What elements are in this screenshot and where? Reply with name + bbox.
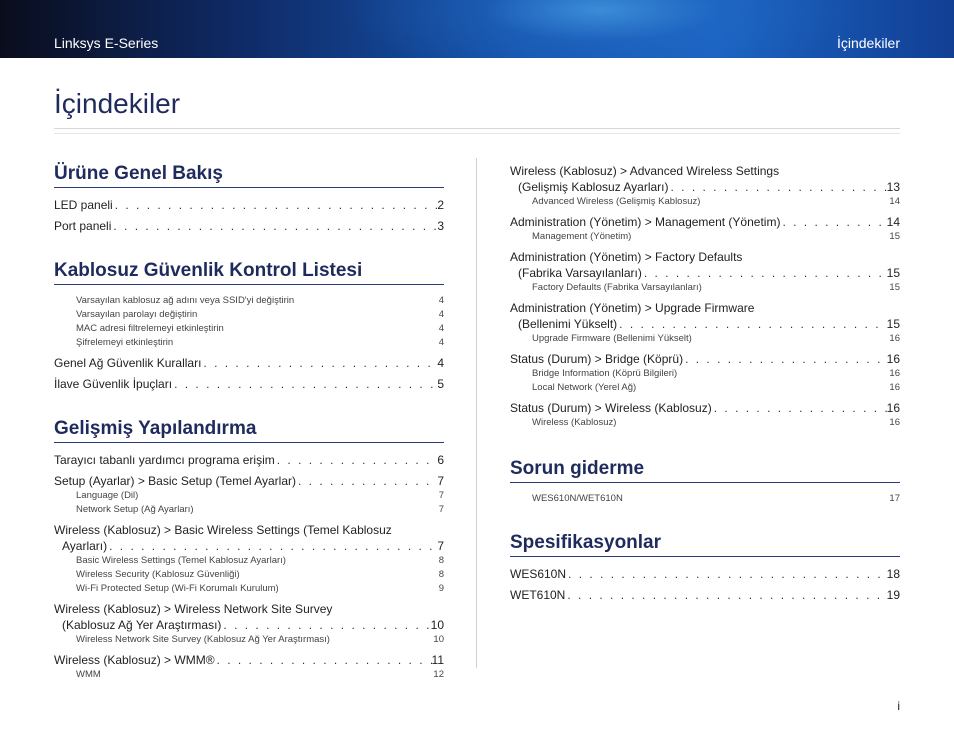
- title-rule: [54, 128, 900, 129]
- toc-section-heading[interactable]: Spesifikasyonlar: [510, 532, 900, 557]
- toc-page-number[interactable]: 6: [437, 453, 444, 467]
- toc-subentry-page[interactable]: 10: [433, 634, 444, 645]
- toc-entry-link[interactable]: [510, 400, 900, 416]
- toc-entry-link[interactable]: [54, 473, 444, 489]
- dot-leader: [201, 355, 437, 371]
- toc-subentry[interactable]: [54, 582, 444, 596]
- toc-entry-link[interactable]: [54, 376, 444, 392]
- dot-leader: [683, 351, 887, 367]
- toc-page-number[interactable]: 4: [437, 356, 444, 370]
- toc-entry: [510, 163, 900, 209]
- toc-entry-link[interactable]: [510, 566, 900, 582]
- toc-entry: [54, 473, 444, 517]
- header-product-name: Linksys E-Series: [54, 35, 159, 51]
- toc-subentry-page[interactable]: 9: [438, 583, 444, 594]
- toc-subentry-title[interactable]: Local Network (Yerel Ağ): [532, 382, 637, 393]
- toc-page-number[interactable]: 11: [431, 653, 444, 667]
- toc-subentry[interactable]: [54, 336, 444, 350]
- toc-subentry[interactable]: [510, 416, 900, 430]
- toc-page-number[interactable]: 18: [886, 567, 900, 581]
- toc-entry: [510, 566, 900, 582]
- toc-subentry-title[interactable]: Management (Yönetim): [532, 231, 632, 242]
- toc-subentry[interactable]: [54, 554, 444, 568]
- toc-entry: [510, 492, 900, 506]
- toc-section-entries: [54, 443, 444, 682]
- toc-page-number[interactable]: 7: [437, 539, 444, 553]
- toc-entry-link[interactable]: [54, 452, 444, 468]
- toc-entry-title[interactable]: Setup (Ayarlar) > Basic Setup (Temel Ayarlar): [54, 474, 296, 488]
- toc-subentry-page[interactable]: 15: [889, 231, 900, 242]
- toc-subentry[interactable]: [54, 489, 444, 503]
- toc-entry: [510, 587, 900, 603]
- toc-entry-link[interactable]: [54, 617, 444, 633]
- toc-section-entries: [510, 483, 900, 506]
- toc-page-number[interactable]: 5: [437, 377, 444, 391]
- toc-subentry-page[interactable]: 7: [438, 490, 444, 501]
- toc-entry: [510, 351, 900, 395]
- toc-section-heading[interactable]: Ürüne Genel Bakış: [54, 163, 444, 188]
- toc-entry-title[interactable]: Tarayıcı tabanlı yardımcı programa erişim: [54, 453, 275, 467]
- toc-subentry-title[interactable]: WES610N/WET610N: [532, 493, 623, 504]
- toc-subentry-title[interactable]: Network Setup (Ağ Ayarları): [76, 504, 194, 515]
- toc-entry: [510, 249, 900, 295]
- dot-leader: [566, 566, 887, 582]
- toc-entry-title-line[interactable]: Wireless (Kablosuz) > Advanced Wireless Settings: [510, 164, 780, 178]
- toc-page-number[interactable]: 15: [886, 266, 900, 280]
- toc-subentry-page[interactable]: 12: [433, 669, 444, 680]
- toc-entry-title[interactable]: (Bellenimi Yükselt): [518, 317, 618, 331]
- dot-leader: [113, 197, 438, 213]
- toc-subentry[interactable]: [510, 367, 900, 381]
- toc-subentry-title[interactable]: Upgrade Firmware (Bellenimi Yükselt): [532, 333, 692, 344]
- dot-leader: [221, 617, 430, 633]
- dot-leader: [172, 376, 437, 392]
- toc-entry-link[interactable]: [510, 214, 900, 230]
- toc-page-number[interactable]: 16: [886, 352, 900, 366]
- toc-entry-link[interactable]: [54, 197, 444, 213]
- toc-subentry-title[interactable]: Varsayılan kablosuz ağ adını veya SSID'yi değiştirin: [76, 295, 295, 306]
- toc-subentry[interactable]: [510, 492, 900, 506]
- toc-subentry-page[interactable]: 4: [438, 295, 444, 306]
- toc-subentry-title[interactable]: Wireless (Kablosuz): [532, 417, 617, 428]
- page-title: İçindekiler: [54, 88, 181, 119]
- toc-subentry-title[interactable]: Varsayılan parolayı değiştirin: [76, 309, 198, 320]
- toc-section-heading[interactable]: Kablosuz Güvenlik Kontrol Listesi: [54, 260, 444, 285]
- dot-leader: [296, 473, 437, 489]
- toc-entry-title-line[interactable]: Administration (Yönetim) > Factory Defaults: [510, 250, 743, 264]
- toc-section-entries: [54, 285, 444, 392]
- toc-left-column: [54, 163, 444, 682]
- toc-entry-title[interactable]: Genel Ağ Güvenlik Kuralları: [54, 356, 202, 370]
- toc-section-entries: [510, 557, 900, 603]
- toc-page-number[interactable]: 14: [886, 215, 900, 229]
- toc-entry: [54, 452, 444, 468]
- toc-subentry-title[interactable]: Wi-Fi Protected Setup (Wi-Fi Korumalı Kurulum): [76, 583, 279, 594]
- dot-leader: [669, 179, 887, 195]
- dot-leader: [107, 538, 437, 554]
- toc-entry-link[interactable]: [54, 538, 444, 554]
- toc-entry-title[interactable]: (Gelişmiş Kablosuz Ayarları): [518, 180, 669, 194]
- toc-subentry[interactable]: [510, 281, 900, 295]
- toc-entry: [54, 294, 444, 350]
- toc-page-number[interactable]: 7: [437, 474, 444, 488]
- dot-leader: [712, 400, 887, 416]
- toc-entry: [510, 300, 900, 346]
- toc-subentry-page[interactable]: 16: [889, 417, 900, 428]
- toc-entry-title[interactable]: WET610N: [510, 588, 566, 602]
- dot-leader: [642, 265, 887, 281]
- toc-entry-link[interactable]: [510, 587, 900, 603]
- dot-leader: [111, 218, 437, 234]
- toc-entry: [510, 214, 900, 244]
- toc-entry-title-line[interactable]: Wireless (Kablosuz) > Wireless Network Site Survey: [54, 602, 333, 616]
- toc-subentry-page[interactable]: 16: [889, 382, 900, 393]
- toc-subentry-title[interactable]: MAC adresi filtrelemeyi etkinleştirin: [76, 323, 224, 334]
- dot-leader: [565, 587, 886, 603]
- toc-subentry-title[interactable]: Basic Wireless Settings (Temel Kablosuz Ayarları): [76, 555, 286, 566]
- page-number: i: [897, 699, 900, 713]
- dot-leader: [275, 452, 438, 468]
- toc-section-heading[interactable]: Gelişmiş Yapılandırma: [54, 418, 444, 443]
- toc-subentry[interactable]: [54, 668, 444, 682]
- toc-subentry-title[interactable]: Şifrelemeyi etkinleştirin: [76, 337, 174, 348]
- toc-page-number[interactable]: 2: [437, 198, 444, 212]
- toc-subentry[interactable]: [510, 332, 900, 346]
- toc-subentry[interactable]: [54, 322, 444, 336]
- dot-leader: [780, 214, 886, 230]
- toc-page-number[interactable]: 10: [430, 618, 444, 632]
- toc-entry: [54, 197, 444, 213]
- toc-entry-title[interactable]: Status (Durum) > Bridge (Köprü): [510, 352, 684, 366]
- toc-entry-link[interactable]: [510, 179, 900, 195]
- column-divider: [476, 158, 477, 668]
- toc-subentry-page[interactable]: 4: [438, 337, 444, 348]
- toc-entry: [54, 218, 444, 234]
- toc-subentry-title[interactable]: Wireless Network Site Survey (Kablosuz Ağ Yer Araştırması): [76, 634, 330, 645]
- toc-entry-link[interactable]: [510, 265, 900, 281]
- toc-page-number[interactable]: 3: [437, 219, 444, 233]
- toc-subentry-title[interactable]: WMM: [76, 669, 101, 680]
- toc-entry: [54, 376, 444, 392]
- toc-subentry-page[interactable]: 16: [889, 368, 900, 379]
- toc-subentry[interactable]: [54, 568, 444, 582]
- toc-subentry-page[interactable]: 7: [438, 504, 444, 515]
- toc-entry-title[interactable]: WES610N: [510, 567, 567, 581]
- header-banner: [0, 0, 954, 58]
- toc-entry-title[interactable]: Ayarları): [62, 539, 108, 553]
- toc-subentry-page[interactable]: 15: [889, 282, 900, 293]
- toc-page-number[interactable]: 13: [886, 180, 900, 194]
- toc-subentry-page[interactable]: 8: [438, 555, 444, 566]
- toc-entry-link[interactable]: [54, 218, 444, 234]
- toc-entry-title[interactable]: LED paneli: [54, 198, 113, 212]
- toc-page-number[interactable]: 15: [886, 317, 900, 331]
- toc-continuation-entries: [510, 163, 900, 430]
- toc-entry-title[interactable]: Status (Durum) > Wireless (Kablosuz): [510, 401, 712, 415]
- toc-subentry-title[interactable]: Factory Defaults (Fabrika Varsayılanları): [532, 282, 702, 293]
- toc-entry-link[interactable]: [54, 355, 444, 371]
- header-section-name: İçindekiler: [836, 35, 900, 51]
- toc-entry-title[interactable]: (Fabrika Varsayılanları): [518, 266, 642, 280]
- toc-entry-title[interactable]: İlave Güvenlik İpuçları: [54, 377, 173, 391]
- toc-entry-title[interactable]: Administration (Yönetim) > Management (Yönetim): [510, 215, 781, 229]
- toc-subentry[interactable]: [54, 294, 444, 308]
- toc-entry-title-line[interactable]: Administration (Yönetim) > Upgrade Firmware: [510, 301, 755, 315]
- toc-entry-link[interactable]: [54, 652, 444, 668]
- toc-section-heading[interactable]: Sorun giderme: [510, 458, 900, 483]
- toc-subentry-page[interactable]: 4: [438, 323, 444, 334]
- toc-subentry-page[interactable]: 16: [889, 333, 900, 344]
- toc-subentry[interactable]: [54, 503, 444, 517]
- toc-subentry-page[interactable]: 14: [889, 196, 900, 207]
- toc-subentry-title[interactable]: Language (Dil): [76, 490, 139, 501]
- toc-entry-title[interactable]: Wireless (Kablosuz) > WMM®: [54, 653, 215, 667]
- toc-entry: [54, 652, 444, 682]
- toc-entry: [54, 355, 444, 371]
- toc-entry: [510, 400, 900, 430]
- toc-page-number[interactable]: 19: [886, 588, 900, 602]
- toc-subentry-page[interactable]: 17: [889, 493, 900, 504]
- toc-subentry[interactable]: [510, 230, 900, 244]
- toc-section-entries: [54, 188, 444, 234]
- dot-leader: [215, 652, 432, 668]
- toc-subentry-title[interactable]: Advanced Wireless (Gelişmiş Kablosuz): [532, 196, 701, 207]
- toc-right-column: [510, 163, 900, 603]
- toc-page-number[interactable]: 16: [886, 401, 900, 415]
- toc-subentry[interactable]: [54, 308, 444, 322]
- toc-entry-title-line[interactable]: Wireless (Kablosuz) > Basic Wireless Settings (Temel Kablosuz: [54, 523, 392, 537]
- toc-entry-title[interactable]: (Kablosuz Ağ Yer Araştırması): [62, 618, 222, 632]
- toc-entry: [54, 601, 444, 647]
- toc-entry-link[interactable]: [510, 351, 900, 367]
- toc-subentry-page[interactable]: 8: [438, 569, 444, 580]
- toc-entry-title[interactable]: Port paneli: [54, 219, 112, 233]
- toc-subentry-title[interactable]: Bridge Information (Köprü Bilgileri): [532, 368, 678, 379]
- toc-entry: [54, 522, 444, 596]
- toc-subentry[interactable]: [510, 381, 900, 395]
- toc-entry-link[interactable]: [510, 316, 900, 332]
- toc-subentry-page[interactable]: 4: [438, 309, 444, 320]
- toc-subentry[interactable]: [510, 195, 900, 209]
- dot-leader: [617, 316, 886, 332]
- toc-subentry[interactable]: [54, 633, 444, 647]
- title-rule-secondary: [54, 133, 900, 134]
- toc-subentry-title[interactable]: Wireless Security (Kablosuz Güvenliği): [76, 569, 240, 580]
